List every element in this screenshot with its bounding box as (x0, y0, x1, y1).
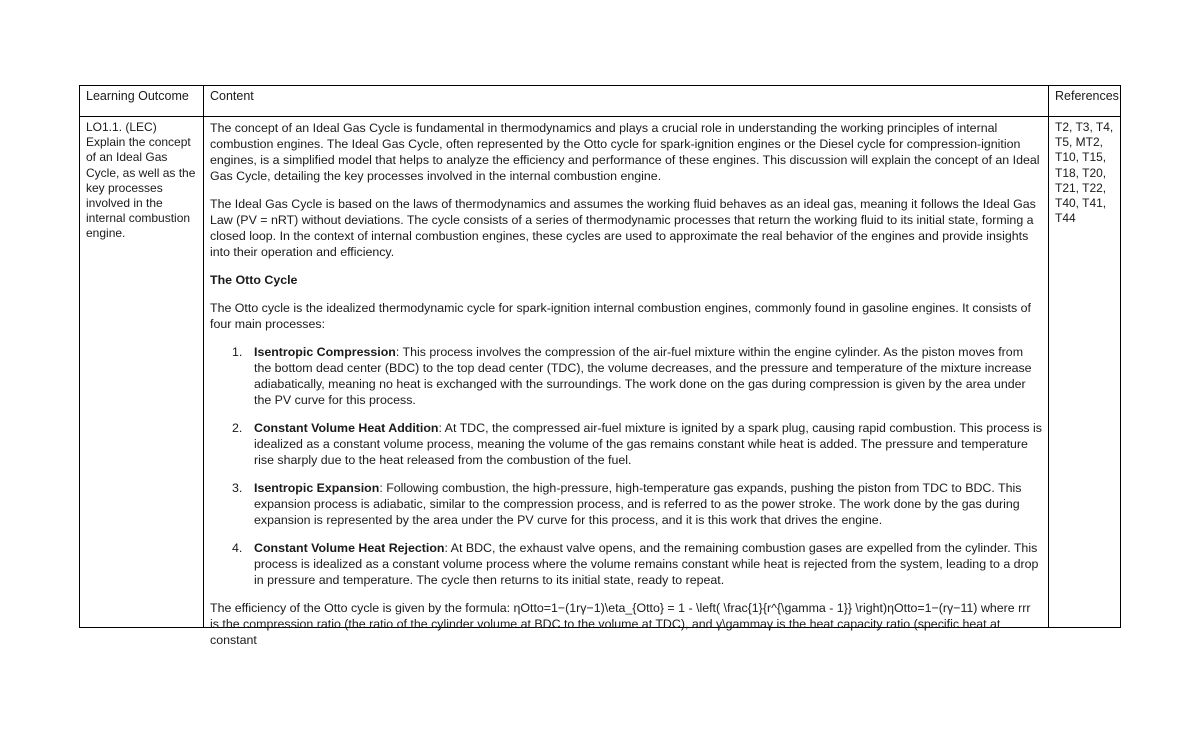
efficiency-paragraph: The efficiency of the Otto cycle is given by the formula: ηOtto=1−(1rγ−1)\eta_{Otto} = 1 - \left( \frac{1}{r^{\gamma - 1}} \right)ηOtto​=1−(rγ−11​) where rrr is the compression ratio (the ratio of the cylinder volume at BDC to the volume at TDC), and γ\gammaγ is the heat capacity ratio (specific heat at constant (210, 601, 1031, 647)
content-body (204, 117, 1048, 648)
header-references-cell (1049, 86, 1121, 117)
learning-outcome-table (79, 85, 1121, 647)
learning-outcome-cell (80, 117, 204, 628)
list-item-text: : At TDC, the compressed air-fuel mixture is ignited by a spark plug, causing rapid combustion. This process is idealized as a constant volume process, meaning the volume of the gas remains constant while heat is added. The pressure and temperature rise sharply due to the heat released from the combustion of the fuel. (254, 421, 1042, 467)
intro-paragraph-1: The concept of an Ideal Gas Cycle is fundamental in thermodynamics and plays a crucial role in understanding the working principles of internal combustion engines. The Ideal Gas Cycle, often represented by the Otto cycle for spark-ignition engines or the Diesel cycle for compression-ignition engines, is a simplified model that helps to analyze the efficiency and performance of these engines. This discussion will explain the concept of an Ideal Gas Cycle, detailing the key processes involved in the internal combustion engine. (210, 121, 1040, 183)
list-item (232, 480, 1042, 528)
learning-outcome-text: LO1.1. (LEC) Explain the concept of an Ideal Gas Cycle, as well as the key processes involved in the internal combustion engine. (86, 120, 196, 241)
table-header-row (80, 86, 1121, 117)
list-item-number: 1. (232, 345, 243, 359)
process-list (210, 344, 1042, 588)
content-cell (204, 117, 1049, 647)
list-item-title: Constant Volume Heat Addition (254, 421, 439, 435)
header-learning-outcome-cell (80, 86, 204, 117)
list-item-title: Isentropic Compression (254, 345, 396, 359)
list-item-text: : This process involves the compression of the air-fuel mixture within the engine cylinder. As the piston moves from the bottom dead center (BDC) to the top dead center (TDC), the volume decreases, and the pressure and temperature of the mixture increase adiabatically, meaning no heat is exchanged with the surroundings. The work done on the gas during compression is given by the area under the PV curve for this process. (254, 345, 1032, 407)
table-row (80, 117, 1121, 628)
list-item-text: : At BDC, the exhaust valve opens, and the remaining combustion gases are expelled from the cylinder. This process is idealized as a constant volume process where the volume remains constant while heat is rejected from the system, leading to a drop in pressure and temperature. The cycle then returns to its initial state, ready to repeat. (254, 541, 1039, 587)
references-cell (1049, 117, 1121, 628)
list-item (232, 420, 1042, 468)
list-item-number: 3. (232, 481, 243, 495)
header-content: Content (210, 89, 254, 103)
list-item-title: Isentropic Expansion (254, 481, 380, 495)
otto-cycle-intro: The Otto cycle is the idealized thermodynamic cycle for spark-ignition internal combustion engines, commonly found in gasoline engines. It consists of four main processes: (210, 301, 1031, 331)
otto-cycle-heading: The Otto Cycle (210, 273, 298, 287)
header-learning-outcome: Learning Outcome (86, 89, 189, 103)
references-text: T2, T3, T4, T5, MT2, T10, T15, T18, T20, T21, T22, T40, T41, T44 (1055, 120, 1114, 226)
list-item-title: Constant Volume Heat Rejection (254, 541, 445, 555)
list-item (232, 540, 1042, 588)
list-item (232, 344, 1042, 408)
list-item-text: : Following combustion, the high-pressure, high-temperature gas expands, pushing the piston from TDC to BDC. This expansion process is adiabatic, similar to the compression process, and is referred to as the power stroke. The work done by the gas during expansion is represented by the area under the PV curve for this process, and it is this work that drives the engine. (254, 481, 1022, 527)
list-item-number: 4. (232, 541, 243, 555)
list-item-number: 2. (232, 421, 243, 435)
intro-paragraph-2: The Ideal Gas Cycle is based on the laws of thermodynamics and assumes the working fluid behaves as an ideal gas, meaning it follows the Ideal Gas Law (PV = nRT) without deviations. The cycle consists of a series of thermodynamic processes that return the working fluid to its initial state, forming a closed loop. In the context of internal combustion engines, these cycles are used to approximate the real behavior of the engines and provide insights into their operation and efficiency. (210, 197, 1036, 259)
header-content-cell (204, 86, 1049, 117)
header-references: References (1055, 89, 1119, 103)
